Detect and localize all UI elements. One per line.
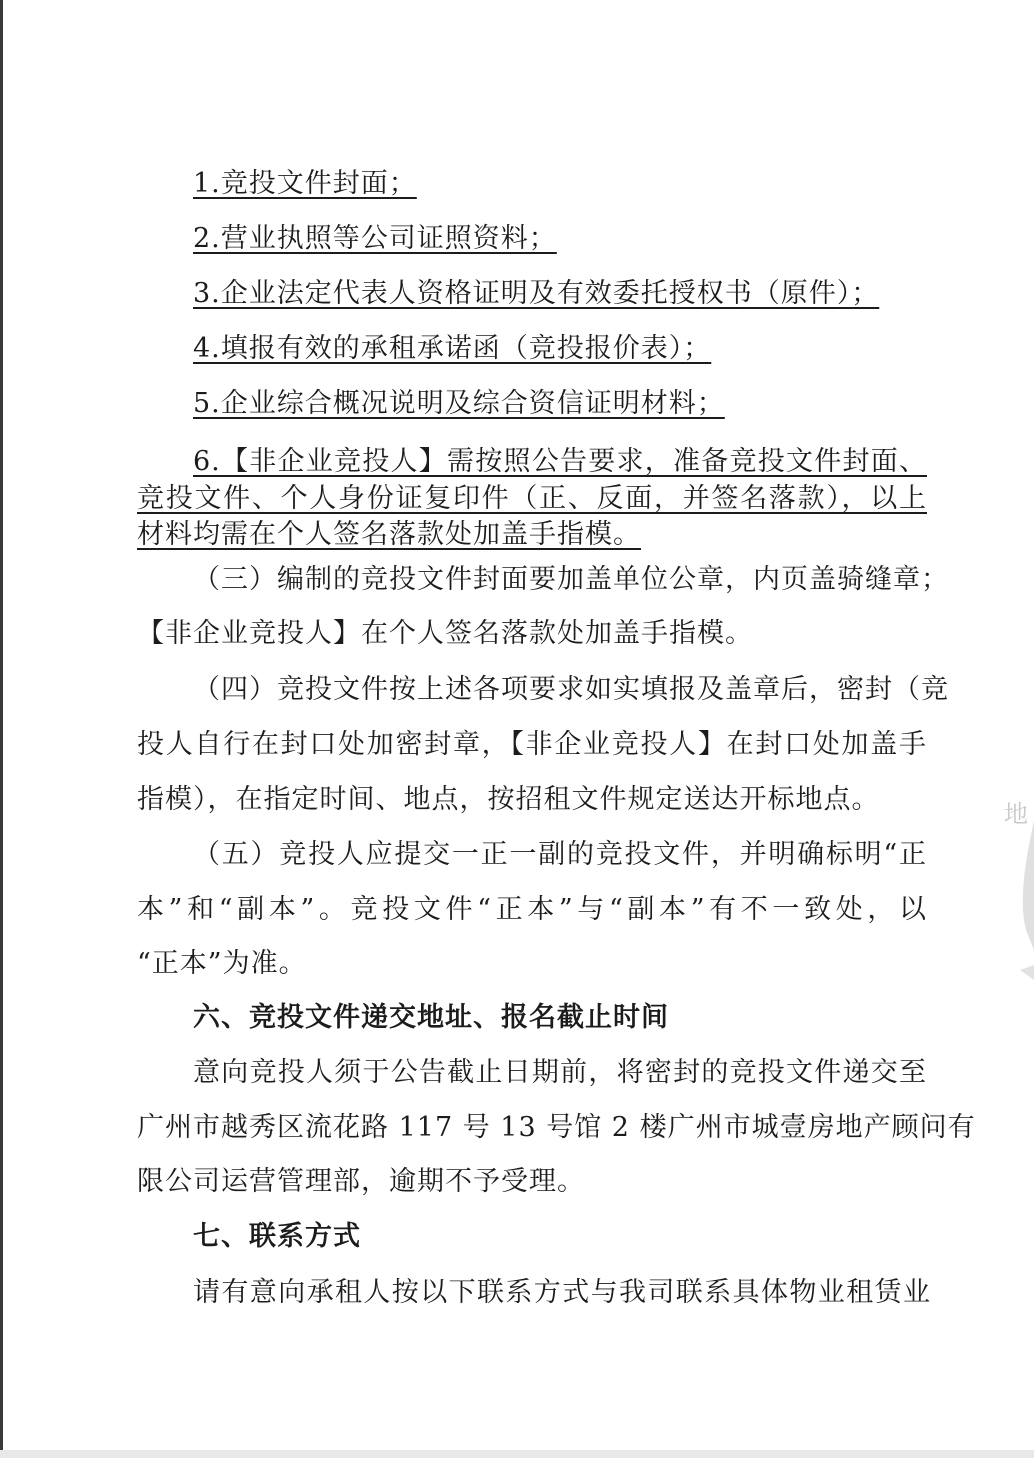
list-item: 2.营业执照等公司证照资料； <box>193 223 557 254</box>
section-heading: 六、竞投文件递交地址、报名截止时间 <box>193 1002 669 1033</box>
item6-line: 材料均需在个人签名落款处加盖手指模。 <box>137 519 641 550</box>
paragraph-line: （五）竞投人应提交一正一副的竞投文件，并明确标明“正 <box>193 839 927 870</box>
list-item: 4.填报有效的承租承诺函（竞投报价表）； <box>193 333 712 364</box>
list-item: 3.企业法定代表人资格证明及有效委托授权书（原件）； <box>193 278 880 309</box>
paragraph-line: 限公司运营管理部，逾期不予受理。 <box>137 1166 585 1197</box>
paragraph-line: 指模），在指定时间、地点，按招租文件规定送达开标地点。 <box>137 784 880 815</box>
list-item: 5.企业综合概况说明及综合资信证明材料； <box>193 388 725 419</box>
item6-line: 竞投文件、个人身份证复印件（正、反面，并签名落款），以上 <box>137 483 927 514</box>
page-bottom-border <box>0 1450 1034 1458</box>
edge-bleed-text: 地 <box>1004 800 1028 828</box>
item6-line: 6.【非企业竞投人】需按照公告要求，准备竞投文件封面、 <box>193 446 927 477</box>
paragraph-line: （四）竞投文件按上述各项要求如实填报及盖章后，密封（竞 <box>193 674 949 705</box>
list-item: 1.竞投文件封面； <box>193 168 417 199</box>
paragraph-line: 本”和“副本”。竞投文件“正本”与“副本”有不一致处，以 <box>137 894 927 925</box>
page-left-border <box>0 0 3 1458</box>
edge-bleed-mark <box>1000 780 1034 1000</box>
paragraph-line: 广州市越秀区流花路 117 号 13 号馆 2 楼广州市城壹房地产顾问有 <box>137 1112 976 1143</box>
paragraph-line: 请有意向承租人按以下联系方式与我司联系具体物业租赁业 <box>193 1277 931 1308</box>
paragraph-line: 【非企业竞投人】在个人签名落款处加盖手指模。 <box>137 618 753 649</box>
section-heading: 七、联系方式 <box>193 1221 361 1252</box>
paragraph-line: （三）编制的竞投文件封面要加盖单位公章，内页盖骑缝章； <box>193 564 949 595</box>
paragraph-line: “正本”为准。 <box>137 948 307 979</box>
paragraph-line: 投人自行在封口处加密封章，【非企业竞投人】在封口处加盖手 <box>137 729 927 760</box>
paragraph-line: 意向竞投人须于公告截止日期前，将密封的竞投文件递交至 <box>193 1057 927 1088</box>
